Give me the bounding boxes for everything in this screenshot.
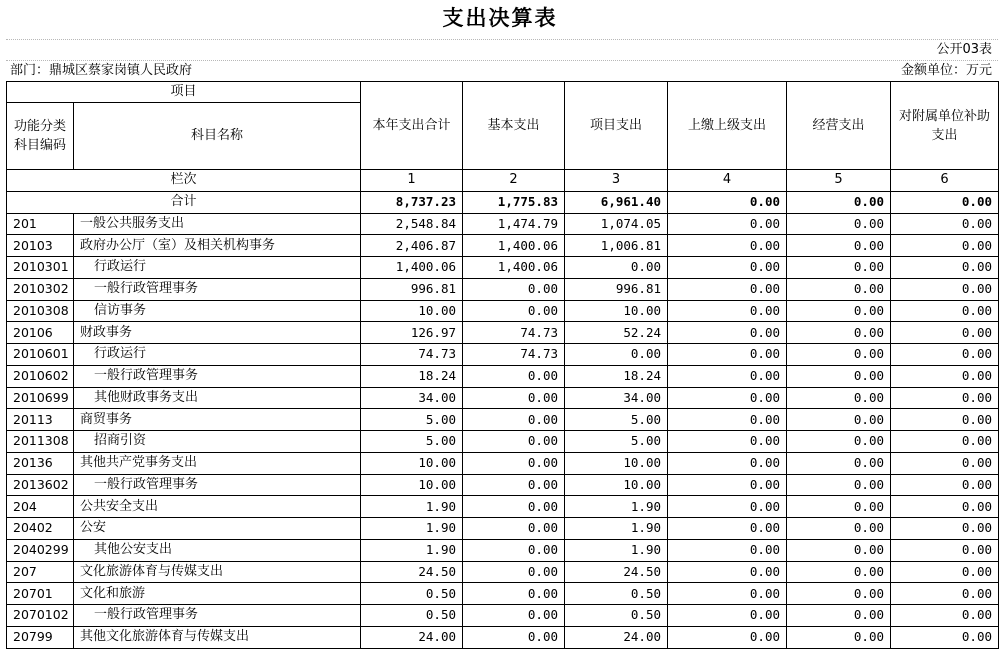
- table-row: [7, 583, 999, 605]
- table-row: [7, 431, 999, 453]
- amount-cell: 10.00: [565, 300, 668, 322]
- amount-cell: 0.00: [891, 300, 999, 322]
- column-number-label: 栏次: [7, 170, 361, 192]
- amount-cell: 0.00: [891, 496, 999, 518]
- amount-cell: 0.00: [668, 496, 787, 518]
- subject-name: 政府办公厅（室）及相关机构事务: [74, 235, 361, 257]
- amount-cell: 34.00: [565, 387, 668, 409]
- amount-cell: 0.00: [787, 452, 891, 474]
- total-row: [7, 191, 999, 213]
- amount-cell: 0.00: [787, 518, 891, 540]
- column-number: 1: [361, 170, 463, 192]
- amount-cell: 0.00: [787, 365, 891, 387]
- amount-cell: 0.00: [787, 344, 891, 366]
- amount-cell: 0.00: [668, 431, 787, 453]
- subject-code: 2040299: [7, 539, 74, 561]
- table-row: [7, 496, 999, 518]
- amount-cell: 0.00: [668, 474, 787, 496]
- amount-cell: 0.00: [891, 431, 999, 453]
- amount-cell: 0.00: [891, 365, 999, 387]
- amount-cell: 0.00: [668, 387, 787, 409]
- amount-cell: 0.00: [668, 539, 787, 561]
- subject-name: 信访事务: [74, 300, 361, 322]
- amount-cell: 0.50: [565, 605, 668, 627]
- amount-cell: 0.00: [463, 452, 565, 474]
- table-row: [7, 518, 999, 540]
- amount-cell: 0.00: [891, 387, 999, 409]
- table-row: [7, 409, 999, 431]
- table-row: [7, 626, 999, 648]
- subject-code: 20402: [7, 518, 74, 540]
- amount-cell: 0.00: [463, 539, 565, 561]
- amount-cell: 0.00: [787, 605, 891, 627]
- amount-cell: 1,400.06: [463, 235, 565, 257]
- department-label: 部门：鼎城区蔡家岗镇人民政府: [10, 63, 193, 78]
- document-code: 公开03表: [936, 42, 992, 57]
- amount-cell: 0.00: [668, 257, 787, 279]
- amount-cell: 0.00: [463, 278, 565, 300]
- amount-cell: 74.73: [361, 344, 463, 366]
- subject-code: 2013602: [7, 474, 74, 496]
- amount-cell: 0.00: [891, 539, 999, 561]
- amount-cell: 996.81: [361, 278, 463, 300]
- amount-cell: 74.73: [463, 322, 565, 344]
- amount-cell: 1,474.79: [463, 213, 565, 235]
- subject-name: 文化和旅游: [74, 583, 361, 605]
- amount-cell: 0.00: [787, 409, 891, 431]
- amount-cell: 1,400.06: [361, 257, 463, 279]
- table-row: [7, 474, 999, 496]
- amount-cell: 0.50: [361, 583, 463, 605]
- amount-cell: 24.50: [565, 561, 668, 583]
- amount-cell: 0.00: [891, 344, 999, 366]
- amount-cell: 52.24: [565, 322, 668, 344]
- amount-cell: 0.00: [565, 257, 668, 279]
- subject-code: 204: [7, 496, 74, 518]
- col-header-subsidiary-subsidy: 对附属单位补助支出: [891, 82, 999, 170]
- subject-code: 2010301: [7, 257, 74, 279]
- amount-unit-label: 金额单位：万元: [900, 63, 992, 78]
- amount-cell: 1.90: [361, 539, 463, 561]
- amount-cell: 0.00: [891, 518, 999, 540]
- amount-cell: 1.90: [565, 518, 668, 540]
- amount-cell: 0.00: [787, 496, 891, 518]
- amount-cell: 0.00: [463, 474, 565, 496]
- subject-name: 商贸事务: [74, 409, 361, 431]
- subject-code: 2010699: [7, 387, 74, 409]
- amount-cell: 0.00: [787, 300, 891, 322]
- amount-cell: 0.00: [891, 605, 999, 627]
- table-row: [7, 344, 999, 366]
- amount-cell: 0.00: [787, 257, 891, 279]
- subject-code: 20106: [7, 322, 74, 344]
- subject-code: 20799: [7, 626, 74, 648]
- amount-cell: 0.50: [565, 583, 668, 605]
- table-row: [7, 235, 999, 257]
- total-value: 0.00: [891, 191, 999, 213]
- table-row: [7, 365, 999, 387]
- amount-cell: 0.00: [668, 518, 787, 540]
- amount-cell: 0.00: [787, 539, 891, 561]
- total-value: 0.00: [668, 191, 787, 213]
- subject-code: 2011308: [7, 431, 74, 453]
- amount-cell: 0.00: [565, 344, 668, 366]
- amount-cell: 24.00: [565, 626, 668, 648]
- amount-cell: 0.00: [891, 278, 999, 300]
- amount-cell: 24.50: [361, 561, 463, 583]
- amount-cell: 0.00: [463, 583, 565, 605]
- amount-cell: 0.00: [463, 605, 565, 627]
- code-header: 功能分类科目编码: [7, 103, 74, 170]
- subject-name: 其他文化旅游体育与传媒支出: [74, 626, 361, 648]
- subject-name: 一般行政管理事务: [74, 474, 361, 496]
- subject-name: 一般公共服务支出: [74, 213, 361, 235]
- amount-cell: 0.00: [463, 409, 565, 431]
- column-number: 4: [668, 170, 787, 192]
- subject-name: 其他财政事务支出: [74, 387, 361, 409]
- amount-cell: 0.00: [668, 365, 787, 387]
- table-row: [7, 452, 999, 474]
- total-value: 1,775.83: [463, 191, 565, 213]
- amount-cell: 0.00: [668, 213, 787, 235]
- amount-cell: 0.00: [787, 626, 891, 648]
- amount-cell: 0.00: [668, 278, 787, 300]
- table-row: [7, 213, 999, 235]
- subject-name: 文化旅游体育与传媒支出: [74, 561, 361, 583]
- amount-cell: 0.00: [891, 213, 999, 235]
- amount-cell: 1.90: [361, 496, 463, 518]
- total-value: 8,737.23: [361, 191, 463, 213]
- amount-cell: 0.00: [463, 496, 565, 518]
- amount-cell: 5.00: [361, 431, 463, 453]
- total-label: 合计: [7, 191, 361, 213]
- amount-cell: 0.00: [891, 409, 999, 431]
- table-row: [7, 322, 999, 344]
- amount-cell: 0.50: [361, 605, 463, 627]
- divider: [6, 39, 998, 40]
- amount-cell: 0.00: [787, 322, 891, 344]
- table-row: [7, 387, 999, 409]
- table-row: [7, 300, 999, 322]
- amount-cell: 0.00: [787, 583, 891, 605]
- subject-code: 20701: [7, 583, 74, 605]
- subject-name: 公安: [74, 518, 361, 540]
- amount-cell: 0.00: [891, 474, 999, 496]
- subject-code: 20103: [7, 235, 74, 257]
- amount-cell: 5.00: [565, 409, 668, 431]
- table-row: [7, 257, 999, 279]
- total-value: 6,961.40: [565, 191, 668, 213]
- amount-cell: 0.00: [668, 605, 787, 627]
- amount-cell: 2,548.84: [361, 213, 463, 235]
- amount-cell: 0.00: [891, 561, 999, 583]
- subject-name: 一般行政管理事务: [74, 278, 361, 300]
- amount-cell: 996.81: [565, 278, 668, 300]
- amount-cell: 0.00: [463, 518, 565, 540]
- project-header: 项目: [7, 82, 361, 103]
- amount-cell: 10.00: [361, 300, 463, 322]
- amount-cell: 0.00: [787, 387, 891, 409]
- amount-cell: 24.00: [361, 626, 463, 648]
- name-header: 科目名称: [74, 103, 361, 170]
- column-number: 3: [565, 170, 668, 192]
- table-row: [7, 539, 999, 561]
- subject-name: 招商引资: [74, 431, 361, 453]
- subject-name: 公共安全支出: [74, 496, 361, 518]
- subject-name: 其他共产党事务支出: [74, 452, 361, 474]
- amount-cell: 0.00: [787, 431, 891, 453]
- subject-code: 2010601: [7, 344, 74, 366]
- subject-name: 行政运行: [74, 257, 361, 279]
- subject-code: 2010302: [7, 278, 74, 300]
- col-header-project: 项目支出: [565, 82, 668, 170]
- subject-name: 其他公安支出: [74, 539, 361, 561]
- subject-code: 2070102: [7, 605, 74, 627]
- amount-cell: 1,006.81: [565, 235, 668, 257]
- amount-cell: 0.00: [463, 626, 565, 648]
- subject-name: 行政运行: [74, 344, 361, 366]
- amount-cell: 0.00: [463, 365, 565, 387]
- amount-cell: 0.00: [463, 561, 565, 583]
- amount-cell: 0.00: [891, 452, 999, 474]
- amount-cell: 10.00: [565, 452, 668, 474]
- amount-cell: 74.73: [463, 344, 565, 366]
- amount-cell: 1,400.06: [463, 257, 565, 279]
- amount-cell: 0.00: [891, 257, 999, 279]
- table-row: [7, 278, 999, 300]
- subject-name: 财政事务: [74, 322, 361, 344]
- amount-cell: 0.00: [463, 431, 565, 453]
- amount-cell: 1,074.05: [565, 213, 668, 235]
- amount-cell: 0.00: [668, 409, 787, 431]
- col-header-operating: 经营支出: [787, 82, 891, 170]
- amount-cell: 0.00: [668, 235, 787, 257]
- amount-cell: 1.90: [361, 518, 463, 540]
- amount-cell: 2,406.87: [361, 235, 463, 257]
- subject-name: 一般行政管理事务: [74, 605, 361, 627]
- amount-cell: 0.00: [891, 235, 999, 257]
- total-value: 0.00: [787, 191, 891, 213]
- amount-cell: 0.00: [668, 626, 787, 648]
- amount-cell: 0.00: [891, 322, 999, 344]
- amount-cell: 18.24: [361, 365, 463, 387]
- amount-cell: 0.00: [668, 452, 787, 474]
- amount-cell: 0.00: [668, 322, 787, 344]
- subject-code: 201: [7, 213, 74, 235]
- subject-code: 20113: [7, 409, 74, 431]
- amount-cell: 5.00: [565, 431, 668, 453]
- table-body: [7, 213, 999, 648]
- amount-cell: 0.00: [787, 235, 891, 257]
- amount-cell: 18.24: [565, 365, 668, 387]
- amount-cell: 5.00: [361, 409, 463, 431]
- col-header-basic: 基本支出: [463, 82, 565, 170]
- amount-cell: 1.90: [565, 539, 668, 561]
- amount-cell: 1.90: [565, 496, 668, 518]
- subject-code: 2010602: [7, 365, 74, 387]
- amount-cell: 0.00: [787, 213, 891, 235]
- amount-cell: 34.00: [361, 387, 463, 409]
- expenditure-table: [6, 81, 999, 649]
- amount-cell: 126.97: [361, 322, 463, 344]
- amount-cell: 0.00: [668, 561, 787, 583]
- amount-cell: 0.00: [668, 583, 787, 605]
- amount-cell: 0.00: [668, 344, 787, 366]
- table-row: [7, 561, 999, 583]
- column-number: 5: [787, 170, 891, 192]
- amount-cell: 0.00: [668, 300, 787, 322]
- amount-cell: 10.00: [361, 452, 463, 474]
- amount-cell: 0.00: [787, 474, 891, 496]
- subject-code: 20136: [7, 452, 74, 474]
- amount-cell: 0.00: [891, 626, 999, 648]
- column-number: 6: [891, 170, 999, 192]
- amount-cell: 0.00: [787, 561, 891, 583]
- subject-code: 2010308: [7, 300, 74, 322]
- table-row: [7, 605, 999, 627]
- column-number: 2: [463, 170, 565, 192]
- col-header-total: 本年支出合计: [361, 82, 463, 170]
- amount-cell: 10.00: [361, 474, 463, 496]
- page-title: 支出决算表: [442, 5, 558, 30]
- amount-cell: 0.00: [891, 583, 999, 605]
- amount-cell: 0.00: [463, 387, 565, 409]
- col-header-remit-upper: 上缴上级支出: [668, 82, 787, 170]
- subject-code: 207: [7, 561, 74, 583]
- amount-cell: 10.00: [565, 474, 668, 496]
- amount-cell: 0.00: [787, 278, 891, 300]
- amount-cell: 0.00: [463, 300, 565, 322]
- subject-name: 一般行政管理事务: [74, 365, 361, 387]
